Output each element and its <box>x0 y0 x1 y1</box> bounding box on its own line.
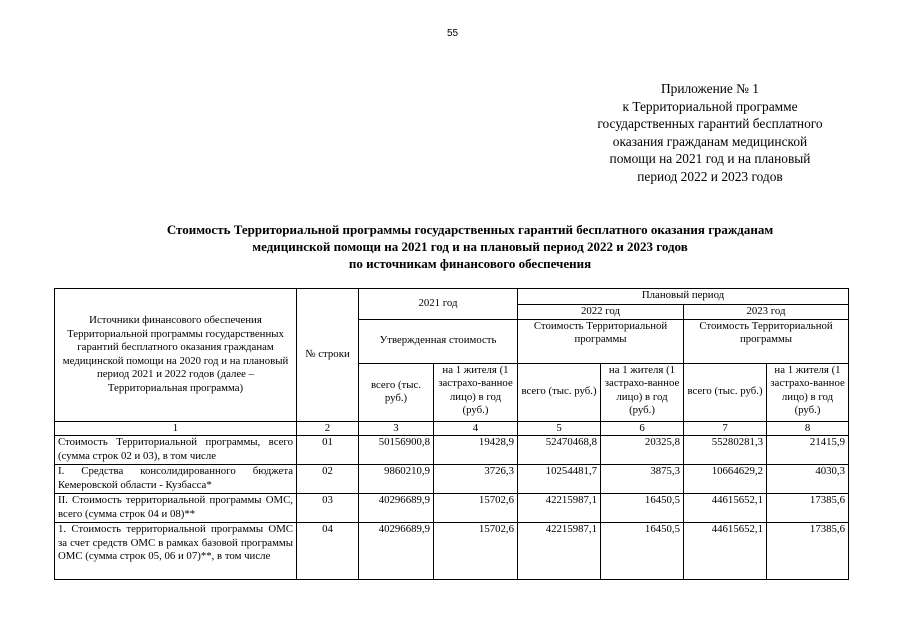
cell-2023-per-resident: 4030,3 <box>767 465 849 494</box>
table-row <box>55 523 849 580</box>
cell-2021-total: 9860210,9 <box>359 465 434 494</box>
col-number: 4 <box>434 421 518 436</box>
cell-2021-per-resident: 19428,9 <box>434 436 518 465</box>
row-source-name: I. Средства консолидированного бюджета Кемеровской области - Кузбасса* <box>55 465 297 494</box>
header-year-2021: 2021 год <box>359 289 518 320</box>
header-per-resident: на 1 жителя (1 застрахо-ванное лицо) в год (руб.) <box>767 363 849 421</box>
cell-2023-total: 10664629,2 <box>684 465 767 494</box>
row-number: 01 <box>297 436 359 465</box>
appendix-line: Приложение № 1 <box>660 81 760 96</box>
header-program-cost-2022: Стоимость Территориальной программы <box>518 319 684 363</box>
table-row <box>55 494 849 523</box>
cell-2021-total: 50156900,8 <box>359 436 434 465</box>
col-number: 8 <box>767 421 849 436</box>
col-number: 3 <box>359 421 434 436</box>
appendix-line: государственных гарантий бесплатного <box>597 116 823 131</box>
title-line: Стоимость Территориальной программы государственных гарантий бесплатного оказания гражданам <box>166 222 774 237</box>
cell-2022-total: 52470468,8 <box>518 436 601 465</box>
header-year-2022: 2022 год <box>518 305 684 320</box>
cell-2022-per-resident: 20325,8 <box>601 436 684 465</box>
header-approved-cost: Утвержденная стоимость <box>359 319 518 363</box>
cell-2021-total: 40296689,9 <box>359 523 434 580</box>
col-number: 6 <box>601 421 684 436</box>
cell-2022-per-resident: 16450,5 <box>601 494 684 523</box>
cell-2023-per-resident: 17385,6 <box>767 494 849 523</box>
row-number: 03 <box>297 494 359 523</box>
header-total: всего (тыс. руб.) <box>684 363 767 421</box>
header-program-cost-2023: Стоимость Территориальной программы <box>684 319 849 363</box>
table-row <box>55 436 849 465</box>
cell-2022-total: 10254481,7 <box>518 465 601 494</box>
header-per-resident: на 1 жителя (1 застрахо-ванное лицо) в год (руб.) <box>434 363 518 421</box>
row-source-name: II. Стоимость территориальной программы ОМС, всего (сумма строк 04 и 08)** <box>55 494 297 523</box>
table-row <box>55 465 849 494</box>
cell-2023-total: 44615652,1 <box>684 494 767 523</box>
header-total: всего (тыс. руб.) <box>359 363 434 421</box>
cell-2021-per-resident: 3726,3 <box>434 465 518 494</box>
header-source: Источники финансового обеспечения Территориальной программы государственных гарантий бесплатного оказания гражданам медицинской помощи на 2020 год и на плановый период 2021 и 2022 годов (далее – Территориальная программа) <box>55 289 297 422</box>
row-source-name: Стоимость Территориальной программы, всего (сумма строк 02 и 03), в том числе <box>55 436 297 465</box>
col-number: 7 <box>684 421 767 436</box>
title-line: медицинской помощи на 2021 год и на плановый период 2022 и 2023 годов <box>252 239 688 254</box>
row-number: 04 <box>297 523 359 580</box>
col-number: 5 <box>518 421 601 436</box>
appendix-caption <box>560 80 860 185</box>
document-title <box>60 221 880 272</box>
cell-2021-per-resident: 15702,6 <box>434 523 518 580</box>
page-number: 55 <box>446 28 459 39</box>
cell-2022-total: 42215987,1 <box>518 523 601 580</box>
appendix-line: оказания гражданам медицинской <box>612 133 808 149</box>
cell-2023-total: 44615652,1 <box>684 523 767 580</box>
cell-2023-total: 55280281,3 <box>684 436 767 465</box>
cell-2023-per-resident: 17385,6 <box>767 523 849 580</box>
row-source-name: 1. Стоимость территориальной программы ОМС за счет средств ОМС в рамках базовой программы ОМС (сумма строк 05, 06 и 07)**, в том числе <box>55 523 297 580</box>
cell-2022-per-resident: 16450,5 <box>601 523 684 580</box>
title-line: по источникам финансового обеспечения <box>348 256 592 271</box>
appendix-line: к Территориальной программе <box>622 98 798 114</box>
header-planned-period: Плановый период <box>518 289 849 305</box>
cell-2021-per-resident: 15702,6 <box>434 494 518 523</box>
col-number: 2 <box>297 421 359 436</box>
cell-2023-per-resident: 21415,9 <box>767 436 849 465</box>
header-year-2023: 2023 год <box>684 305 849 320</box>
col-number: 1 <box>55 421 297 436</box>
row-number: 02 <box>297 465 359 494</box>
cell-2022-per-resident: 3875,3 <box>601 465 684 494</box>
header-total: всего (тыс. руб.) <box>518 363 601 421</box>
cell-2021-total: 40296689,9 <box>359 494 434 523</box>
appendix-line: помощи на 2021 год и на плановый <box>609 151 811 166</box>
header-per-resident: на 1 жителя (1 застрахо-ванное лицо) в год (руб.) <box>601 363 684 421</box>
header-row-number: № строки <box>297 289 359 422</box>
cell-2022-total: 42215987,1 <box>518 494 601 523</box>
cost-table <box>54 288 849 580</box>
appendix-line: период 2022 и 2023 годов <box>637 168 783 184</box>
